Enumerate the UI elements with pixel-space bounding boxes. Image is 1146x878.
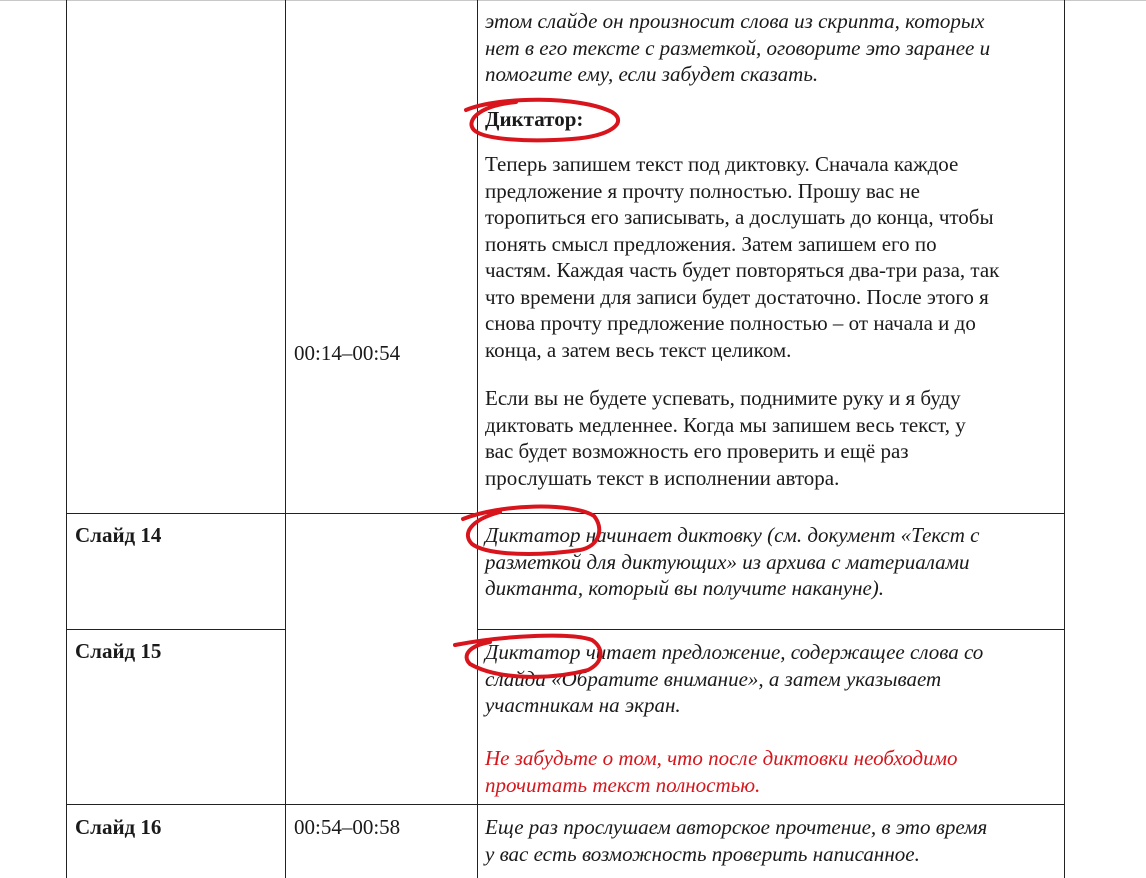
page-top-edge: [0, 0, 1146, 5]
table-column-divider-2: [477, 0, 478, 878]
instruction-note-slide-15: Диктатор читает предложение, содержащее слова со слайда «Обратите внимание», а затем указывает участникам на экран.: [485, 640, 984, 717]
speech-paragraph-1: Теперь запишем текст под диктовку. Сначала каждое предложение я прочту полностью. Прошу вас не торопиться его записывать, а дослушать до конца, чтобы понять смысл предложения. Затем запишем его по частям. Каждая часть будет повторяться два-три раза, так что времени для записи будет достаточно. После этого я снова прочту предложение полностью – от начала и до конца, а затем весь текст целиком.: [485, 152, 1000, 362]
slide-label-14: Слайд 14: [75, 523, 162, 547]
row-divider-slide-15-note: [477, 629, 1065, 630]
instruction-note-top: этом слайде он произносит слова из скрипта, которых нет в его тексте с разметкой, оговорите это заранее и помогите ему, если забудет сказать.: [485, 9, 991, 86]
table-border-left: [66, 0, 67, 878]
slide-label-16: Слайд 16: [75, 815, 162, 839]
instruction-note-slide-16: Еще раз прослушаем авторское прочтение, в это время у вас есть возможность проверить написанное.: [485, 815, 988, 866]
table-border-right: [1064, 0, 1065, 878]
timing-cell-intro: 00:14–00:54: [294, 341, 401, 365]
speech-paragraph-2: Если вы не будете успевать, поднимите руку и я буду диктовать медленнее. Когда мы запишем весь текст, у вас будет возможность его проверить и ещё раз прослушать текст в исполнении автора.: [485, 386, 966, 490]
table-column-divider-1: [285, 0, 286, 878]
row-divider-slide-15: [66, 629, 286, 630]
warning-note-slide-15: Не забудьте о том, что после диктовки необходимо прочитать текст полностью.: [485, 746, 958, 797]
timing-cell-slide-16: 00:54–00:58: [294, 815, 401, 839]
instruction-note-slide-14: Диктатор начинает диктовку (см. документ «Текст с разметкой для диктующих» из архива с материалами диктанта, который вы получите накануне).: [485, 523, 980, 600]
speaker-label: Диктатор:: [485, 107, 584, 131]
row-divider-slide-14: [66, 513, 1065, 514]
slide-label-15: Слайд 15: [75, 639, 162, 663]
row-divider-slide-16: [66, 804, 1065, 805]
